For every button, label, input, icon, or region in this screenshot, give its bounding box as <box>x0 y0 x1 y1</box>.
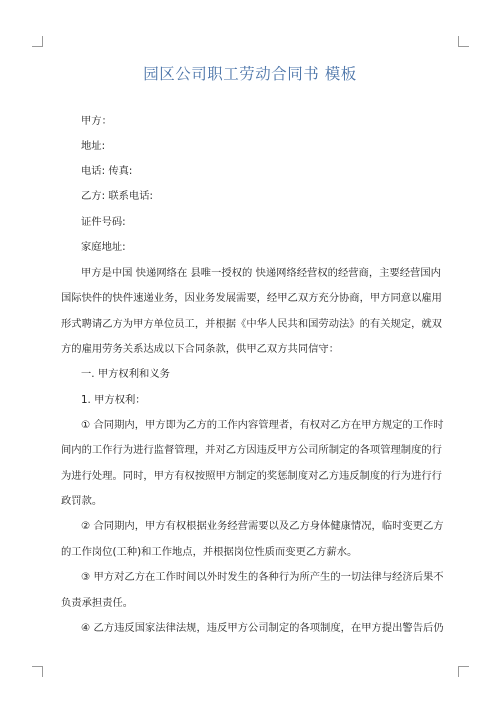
clause-3-line: ③ 甲方对乙方在工作时间以外时发生的各种行为所产生的一切法律与经济后果不 <box>81 571 444 583</box>
intro-line: 国际快件的快件速递业务，因业务发展需要，经甲乙双方充分协商，甲方同意以雇用 <box>61 292 442 304</box>
field-party-a: 甲方： <box>81 115 112 127</box>
crop-mark-bottom-left <box>32 666 43 677</box>
clause-3-line: 负责承担责任。 <box>61 597 134 609</box>
crop-mark-bottom-right <box>458 666 469 677</box>
clause-4-line: ④ 乙方违反国家法律法规，违反甲方公司制定的各项制度，在甲方提出警告后仍 <box>81 622 444 634</box>
subsection-heading: 1. 甲方权利： <box>81 394 146 406</box>
crop-mark-top-right <box>458 36 469 47</box>
intro-line: 甲方是中国 快递网络在 县唯一授权的 快递网络经营权的经营商，主要经营国内 <box>81 267 441 279</box>
clause-1-line: 为进行处理。同时，甲方有权按照甲方制定的奖惩制度对乙方违反制度的行为进行行 <box>61 470 442 482</box>
field-party-b-phone: 乙方: 联系电话: <box>81 190 153 202</box>
field-id-number: 证件号码: <box>81 216 126 228</box>
crop-mark-top-left <box>32 36 43 47</box>
clause-1-line: 政罚款。 <box>61 495 103 507</box>
intro-line: 方的雇用劳务关系达成以下合同条款，供甲乙双方共同信守： <box>61 343 340 355</box>
clause-2-line: ② 合同期内，甲方有权根据业务经营需要以及乙方身体健康情况，临时变更乙方 <box>81 520 444 532</box>
clause-1-line: ① 合同期内，甲方即为乙方的工作内容管理者，有权对乙方在甲方规定的工作时 <box>81 419 444 431</box>
clause-2-line: 的工作岗位(工种)和工作地点，并根据岗位性质而变更乙方薪水。 <box>61 546 358 558</box>
intro-line: 形式聘请乙方为甲方单位员工，并根据《中华人民共和国劳动法》的有关规定，就双 <box>61 318 442 330</box>
field-home-address: 家庭地址: <box>81 241 126 253</box>
field-phone-fax: 电话: 传真: <box>81 165 133 177</box>
document-title: 园区公司职工劳动合同书 模板 <box>143 65 357 83</box>
section-heading: 一. 甲方权利和义务 <box>81 368 170 380</box>
clause-1-line: 间内的工作行为进行监督管理，并对乙方因违反甲方公司所制定的各项管理制度的行 <box>61 444 442 456</box>
field-address: 地址: <box>81 140 106 152</box>
